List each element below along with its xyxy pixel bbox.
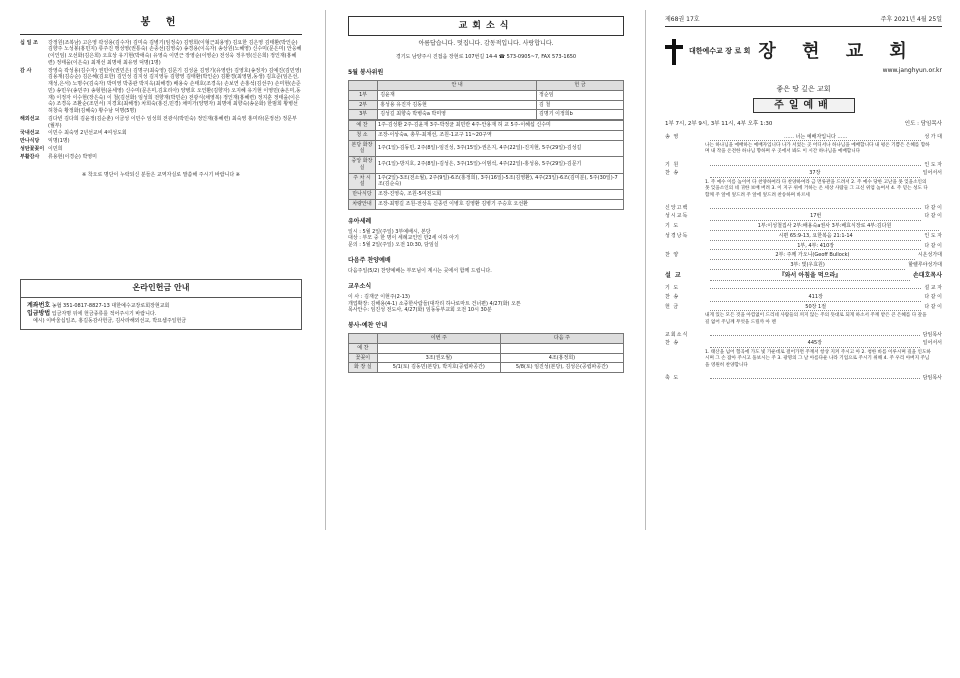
offering-label: 성탄꽃꽂이 <box>20 145 45 152</box>
order-line <box>665 233 942 241</box>
serve-cell: 예 찬 <box>349 343 378 353</box>
order-detail: …… 너는 예배자입니다 …… <box>710 134 921 142</box>
duty-extra-label: 본당 화장실 <box>349 140 376 157</box>
duty-extra-value: 조장-진영숙, 조원-5여전도회 <box>376 190 624 200</box>
serve-cell: 꽃꽂이 <box>349 353 378 363</box>
serve-header: 이번 주 <box>377 334 500 344</box>
members-news-title: 교우소식 <box>348 282 372 290</box>
order-leader: 일어서서 <box>922 340 942 347</box>
offering-label: 국내선교 <box>20 130 40 137</box>
order-leader: 다 같 이 <box>924 303 942 310</box>
offering-row <box>20 116 302 130</box>
baptism-line: 일시 : 5월 2일(주일) 3부예배시, 본당 <box>348 228 431 235</box>
order-leader: 인 도 자 <box>924 161 942 168</box>
order-leader: 다 같 이 <box>924 293 942 300</box>
church-news-panel <box>330 0 630 678</box>
offering-label: 부활감사 <box>20 153 40 160</box>
column-divider <box>325 10 326 530</box>
offering-names: 익명(1명) <box>48 138 70 144</box>
order-leader: 다 같 이 <box>924 204 942 211</box>
church-url[interactable]: www.janghyun.or.kr <box>882 67 942 75</box>
offering-row <box>20 130 302 137</box>
order-leader: 설 교 자 <box>924 285 942 292</box>
order-item: 찬 송 <box>665 170 680 177</box>
duty-cell: 2부 <box>349 100 378 110</box>
order-item: 신앙고백 <box>665 204 689 211</box>
duty-extra-value: 1주-김성환 2주-김윤재 3주-박정균 최민란 4주-안용재 허 교 5주-이혜섭 신수미 <box>376 121 624 131</box>
order-leader: 할렐루야성가대 <box>908 262 942 269</box>
order-line <box>665 272 942 281</box>
omission-notice: ※ 착오로 명단이 누락되신 분들은 교역자실로 말씀해 주시기 바랍니다 ※ <box>82 172 240 179</box>
service-times: 1부 7시, 2부 9시, 3부 11시, 4부 오후 1:30 인도 : 담임목사 <box>665 121 942 128</box>
duty-extra-row <box>349 130 624 140</box>
order-leader: 인 도 자 <box>924 232 942 239</box>
baptism-info <box>348 229 624 249</box>
duty-extra-label: 차량안내 <box>349 199 376 209</box>
order-detail <box>710 283 921 289</box>
duty-extra-table <box>348 120 624 210</box>
duty-extra-label: 예 찬 <box>349 121 376 131</box>
offering-label: 해외선교 <box>20 115 40 122</box>
duty-extra-label: 만나식당 <box>349 190 376 200</box>
offering-names: 류용현(이경순) 박영미 <box>48 153 97 160</box>
baptism-title: 유아세례 <box>348 217 372 225</box>
duty-cell: 김명기 이정희b <box>537 110 624 120</box>
serve-row <box>349 363 624 373</box>
order-line <box>665 170 942 178</box>
offering-label: 십 일 조 <box>20 39 38 46</box>
offering-names: 이민희 <box>48 145 63 152</box>
duty-row <box>349 100 624 110</box>
offering-row <box>20 40 302 67</box>
serve-header: 다음 주 <box>500 334 623 344</box>
order-detail: 1부, 4부: 410장 <box>710 243 921 251</box>
issue-date: 주후 2021년 4월 25일 <box>880 16 942 23</box>
issue-line <box>665 16 942 27</box>
order-item: 송 영 <box>665 133 680 140</box>
offering-row <box>20 146 302 153</box>
order-detail <box>710 330 920 336</box>
order-line <box>665 373 942 382</box>
duty-extra-value: 조장-최명길 조원-전상욱 신종린 이병호 김영환 김병기 주승호 오선환 <box>376 199 624 209</box>
order-item: 성경낭독 <box>665 232 689 239</box>
order-leader: 일어서서 <box>922 170 942 177</box>
online-offering-title: 온라인헌금 안내 <box>21 280 301 298</box>
order-line <box>665 330 942 339</box>
offering-names: 이민수 최숙영 2년선교비 4여성도회 <box>48 130 127 137</box>
duty-extra-value: 1주(2일)-3조(전소월), 2주(9일)-6조(홍정희), 3주(16일)-5조(김영환), 4주(23일)-6조(김미분), 5주(30일)-7조(김순숙) <box>376 173 624 190</box>
duty-row <box>349 110 624 120</box>
order-detail: 411장 <box>710 294 921 302</box>
baptism-line: 문의 : 5월 2일(주일) 오전 10:30, 담임실 <box>348 242 439 249</box>
order-detail: 17번 <box>710 213 921 221</box>
duty-title: 5월 봉사위원 <box>348 68 384 76</box>
account-line: 계좌번호 농협 351-0817-8827-13 대한예수교장로회장현교회 <box>27 301 170 309</box>
offering-names: 김다빈 김다희 김윤정(김순춘) 이금성 이민수 임성희 전광식(박민숙) 정인재(홍혜련) 최숙영 홍미라(문정선) 정문부(월부) <box>48 115 297 129</box>
news-title: 교회소식 <box>348 16 624 36</box>
duty-extra-row <box>349 190 624 200</box>
duty-extra-label: 주 차 시 설 <box>349 173 376 190</box>
serve-row <box>349 353 624 363</box>
order-line <box>665 340 942 348</box>
method-line: 입금방법 입금자명 뒤에 헌금종류를 적어주시기 바랍니다. <box>27 309 157 317</box>
offering-names: 장영숙 곽성용(김수자) 권민아(권민은) 김명구(최숙영) 김문기 김성윤 김영기(유영란) 김영호(송정자) 김예진(김민영) 김용재(김승순) 김은혜(김요한) 김인성 김지성 김지영등 김향영 김태환(박인순) 김환경(최영범,동생) 김효준(임은선,재성,은서) 노명수(김숙자) 박미영 박종관 박지옥(최해경) 배용숙 손태호(조경옥) 손보연 손홍석(김선주) 손미현(손준민) 송민우(송민주) 송형현(윤세영) 신수미(문은미,김효리아) 양병호 오인환(김향자) 오지혜 유기현 이영민(송은미,동재) 이정자 이수현(장은숙) 이 철(김선화) 임성희 전향재(박민순) 전광식(채영복) 정인재(홍혜련) 정지훈 정태을(이은숙) 조경옥 조환순(조민서) 지경호(최해정) 차희숙(홍진,민경) 채미가(양명자) 최명애 최향숙(송운화) 한범희 황병선 허창숙 황정화(김혜숙) 황수남 덕명(5명) <box>48 67 302 114</box>
order-leader: 성 가 대 <box>924 133 942 140</box>
hymn-lyrics: 1. 주 예수 이름 높이어 다 찬양하여라 다 찬양하여라 금 면류관을 드려서 2. 주 예수 당한 고난을 못 잊을소인의 못 잊을소인의 네 귀한 보배 버려 3. 이 지구 위에 거하는 온 세상 사람들 그 크신 위엄 높여서 4. 주 믿는 성도 다함께 주 앞에 엎드려 주 앞에 엎드려 찬송하며 바르세 <box>705 180 928 198</box>
column-divider <box>645 10 646 530</box>
order-detail: 1부:이성철집사 2부:배용숙a권사 3부:배효식장로 4부:김다원 <box>710 223 939 231</box>
order-leader: 손대호목사 <box>913 271 942 279</box>
service-title: 주일예배 <box>753 98 855 114</box>
order-detail: 『와서 아침을 먹으라』 <box>710 272 910 281</box>
order-line <box>665 213 942 221</box>
duty-cell: 정순임 <box>537 90 624 100</box>
order-detail <box>710 203 921 209</box>
order-leader: 담임목사 <box>922 331 942 338</box>
duty-extra-row <box>349 173 624 190</box>
serve-cell: 4조(홍정희) <box>500 353 623 363</box>
news-line: 개업확장: 김해용(4-1) 소중한사람들(대각리 하나로마트 건너편) 4/27(화) 오픈 <box>348 300 521 307</box>
order-leader: 다 같 이 <box>924 242 942 249</box>
offering-row <box>20 68 302 115</box>
duty-extra-label: 중앙 화장실 <box>349 157 376 174</box>
order-detail: 445장 <box>710 340 920 348</box>
news-line: 목사안수: 임진성 전도사, 4/27(화) 임동동부교회 오전 10시 30분 <box>348 307 492 314</box>
duty-extra-value: 1주(1일)-김동민, 2주(8일)-임진성, 3주(15일)-권은지, 4주(22일)-진지현, 5주(29일)-김성길 <box>376 140 624 157</box>
order-line <box>665 262 942 270</box>
order-item: 찬 송 <box>665 340 680 347</box>
order-line <box>665 223 942 231</box>
order-leader: 담임목사 <box>922 374 942 381</box>
offering-names: 강정원(조복남) 고은영 곽성용(김수자) 김미숙 김병기(임정숙) 김영희(이형근최용영) 김요한 김은영 김태환(박인순) 김향주 노성봉(홍민지) 류주진 맹성영(권통숙) 손종선(김영숙) 송경용(이옥자) 송상원(노혜영) 신수미(문은미) 안응혜(이인임) 오선화(김은희) 오효상 유기현(박애숙) 유영숙 이면근 장영순(이영순) 전성욱 정우영(신은희) 정인재(홍혜련) 정태을(이은숙) 최재선 최명애 최유영 덕명(1명) <box>48 39 302 66</box>
church-name: 장 현 교 회 <box>758 40 917 62</box>
serve-header <box>349 334 378 344</box>
order-detail <box>710 373 920 379</box>
order-line <box>665 243 942 251</box>
duty-cell: 3부 <box>349 110 378 120</box>
worship-panel <box>655 0 960 678</box>
order-leader: 다 같 이 <box>924 213 942 220</box>
method-example: 예시) 이바울십일조, 홍길동감사헌금, 김사라해외선교, 박요셉주일헌금 <box>33 317 187 324</box>
offering-label: 만나식당 <box>20 138 40 144</box>
offering-row <box>20 138 302 145</box>
news-line: 이 사 : 김재군 이현주(2-13) <box>348 293 410 300</box>
order-item: 축 도 <box>665 374 680 381</box>
offering-note: 내게 있는 모든 것을 아낌없이 드리네 사람들의 꺼지 않는 주의 뜻대로 되게 하소서 주께 받은 큰 은혜를 다 갚을 길 없어 주님께 무엇을 드릴까 아 멘 <box>705 313 927 325</box>
order-leader: 시온성가대 <box>917 252 942 259</box>
order-item: 찬 양 <box>665 252 680 259</box>
order-line <box>665 252 942 260</box>
duty-extra-value: 1주(1일)-방지호, 2주(8일)-김성은, 3주(15일)-이범석, 4주(22일)-홍성용, 5주(29일)-김문기 <box>376 157 624 174</box>
order-item: 성시교독 <box>665 213 689 220</box>
offering-label: 감 사 <box>20 67 32 74</box>
worship-order <box>665 134 942 382</box>
title-rule <box>20 34 302 35</box>
serve-table <box>348 333 624 373</box>
order-detail: 2부: 주께 가오니(Geoff Bullock) <box>710 252 915 260</box>
order-detail: 50장 1절 <box>710 304 921 312</box>
welcome-text: 아름답습니다. 멋집니다. 감동적입니다. 사랑합니다. <box>418 40 554 48</box>
order-item: 기 도 <box>665 285 680 292</box>
order-item: 기 도 <box>665 223 680 230</box>
duty-cell: 1부 <box>349 90 378 100</box>
duty-extra-row <box>349 157 624 174</box>
offering-row <box>20 154 302 161</box>
order-detail <box>710 160 921 166</box>
serve-cell: 화 장 실 <box>349 363 378 373</box>
praise-title: 다음주 찬양예배 <box>348 256 391 264</box>
order-line <box>665 304 942 312</box>
slogan: 좋은 땅 깊은 교회 <box>776 85 831 94</box>
duty-extra-value: 조장-이상숙a, 총무-최재선, 조원-1교구 11~20구역 <box>376 130 624 140</box>
praise-info: 다음주일(5/2) 찬양예배는 부모님이 계시는 곳에서 함께 드립니다. <box>348 268 492 275</box>
serve-cell: 3조(권오월) <box>377 353 500 363</box>
order-line <box>665 283 942 292</box>
serve-cell <box>500 343 623 353</box>
serve-title: 봉사·예찬 안내 <box>348 322 388 330</box>
order-detail: 시편 65:9-13, 요한복음 21:1-14 <box>710 233 921 241</box>
order-detail: 3부: 빛(우효원) <box>710 262 905 270</box>
order-line <box>665 203 942 212</box>
duty-row <box>349 90 624 100</box>
issue-number: 제68권 17호 <box>665 16 700 23</box>
order-item: 교회소식 <box>665 331 689 338</box>
serve-cell <box>377 343 500 353</box>
serve-cell: 5/1(토) 김동민(본당), 박지호(공립파공간) <box>377 363 500 373</box>
denomination: 대한예수교 장 로 회 <box>689 47 751 56</box>
duty-cell: 김윤재 <box>378 90 537 100</box>
offering-panel <box>0 0 320 678</box>
duty-extra-row <box>349 199 624 209</box>
offering-title: 봉 헌 <box>140 17 182 28</box>
duty-extra-row <box>349 121 624 131</box>
account-number: 농협 351-0817-8827-13 대한예수교장로회장현교회 <box>51 302 170 309</box>
order-item: 기 원 <box>665 161 680 168</box>
order-line <box>665 294 942 302</box>
order-item: 헌 금 <box>665 303 680 310</box>
duty-extra-row <box>349 140 624 157</box>
address-line: 경기도 남양주시 진접읍 장현로 107번길 14-4 ☎ 573-0905~7, FAX 573-1650 <box>395 54 577 61</box>
order-line <box>665 134 942 142</box>
closing-hymn-lyrics: 1. 태산을 넘어 험곡에 가도 빛 가운데로 걸어가면 주께서 항상 지켜 주시고 아 2. 청한 바를 이루시며 길을 인도하시며 그 손 잡아 주시고 돌보시는 주 3. 광명의 그 날 아름다운 나라 기업으로 주시기 위해 4. 주 우리 아버지 주님을 영원히 찬양합니다 <box>705 350 931 368</box>
online-offering-box <box>20 279 302 330</box>
cross-icon <box>665 39 683 65</box>
serve-cell: 5/8(토) 임진성(본당), 김성은(공립파공간) <box>500 363 623 373</box>
order-item: 찬 송 <box>665 293 680 300</box>
duty-cell: 홍성용 유진자 김동현 <box>378 100 537 110</box>
members-news <box>348 294 624 314</box>
order-item: 설 교 <box>665 271 682 279</box>
duty-cell: 김 철 <box>537 100 624 110</box>
offering-list <box>20 40 302 161</box>
order-line <box>665 160 942 169</box>
serve-row <box>349 343 624 353</box>
church-logo <box>665 39 942 65</box>
worship-intro-note: 나는 하나님을 예배하는 예배자입니다 나가 서었는 곳 어디서나 하나님을 예배합니다 내 평온 기쁨은 은혜를 함하며 내 작을 온전한 하나님 향하며 우 곳에서 봐도 이 시간 하나님을 예배합니다 <box>705 143 930 155</box>
baptism-line: 대상 : 부모 중 한 명이 세례교인인 만2세 이하 아기 <box>348 235 459 242</box>
duty-extra-label: 청 소 <box>349 130 376 140</box>
duty-cell: 김성길 최향숙 박병숙a 박미영 <box>378 110 537 120</box>
duty-table: 안 내 헌 금 1부 김윤재 정순임 2부 홍성용 유진자 김동현 김 철 3부 김성길 최향숙 박병숙a 박미영 김명기 이정희b <box>348 80 624 120</box>
order-detail: 37장 <box>710 170 920 178</box>
